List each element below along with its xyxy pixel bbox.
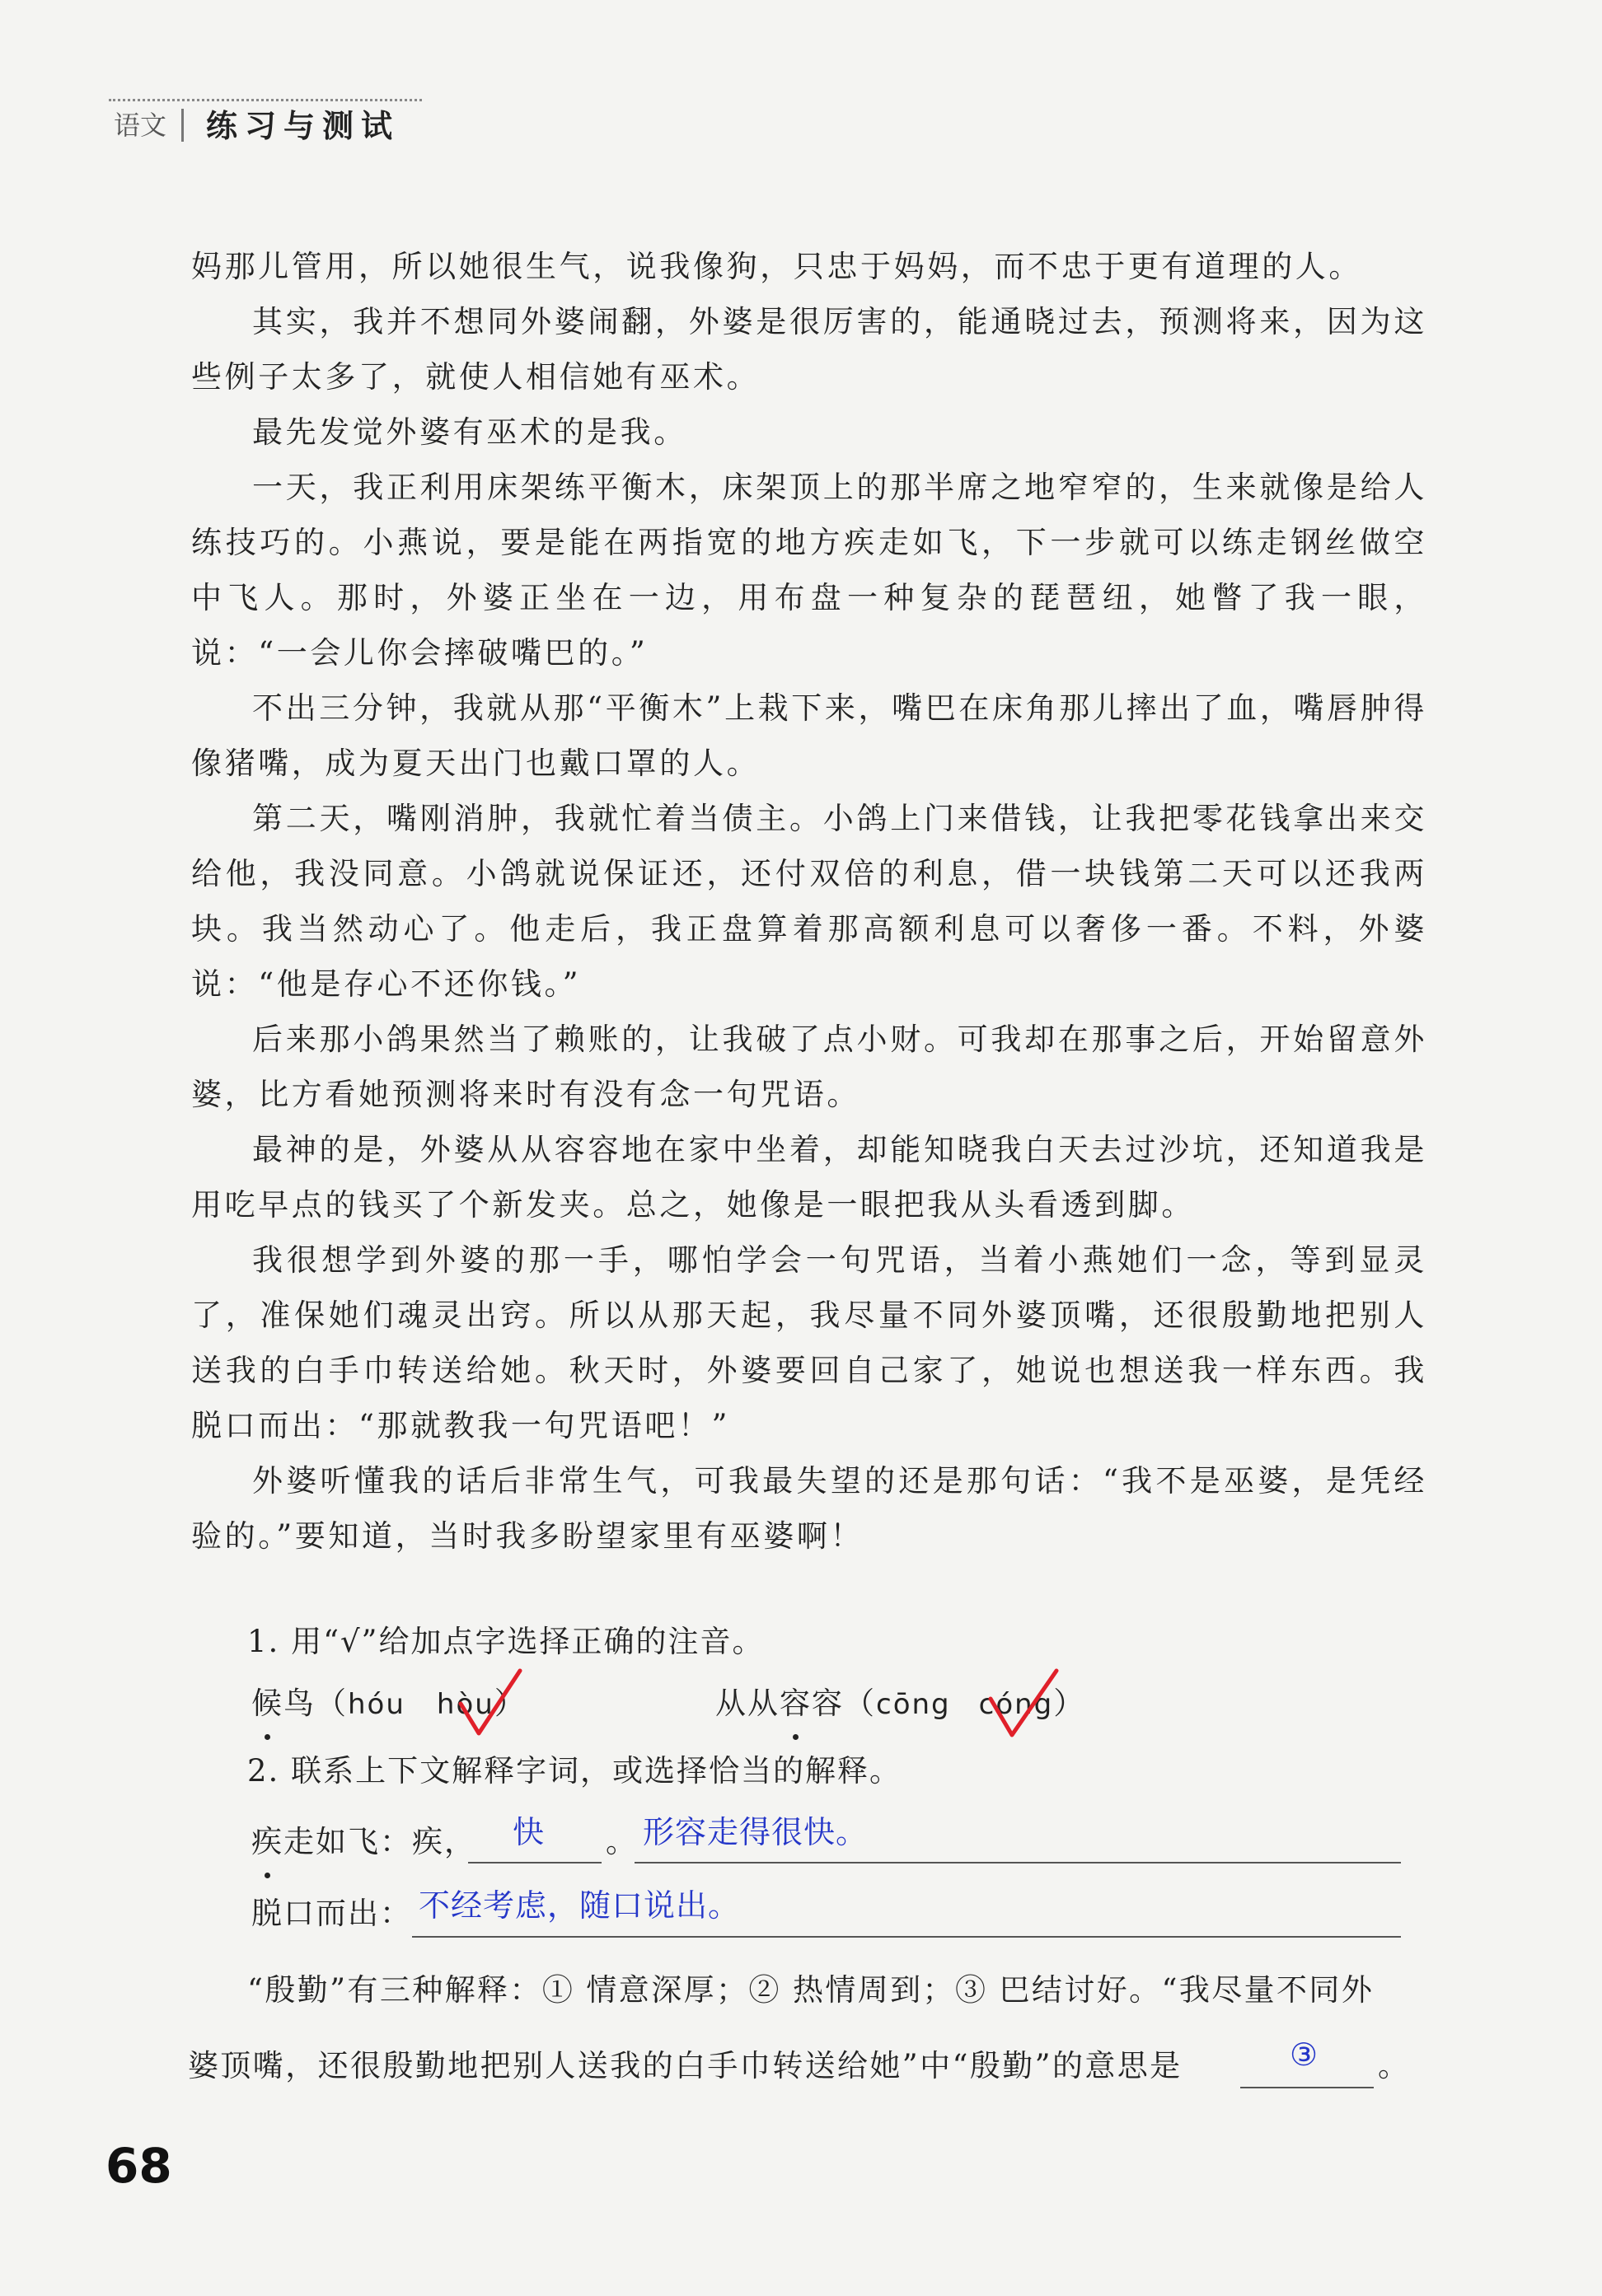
paragraph: 最神的是，外婆从从容容地在家中坐着，却能知晓我白天去过沙坑，还知道我是用吃早点的钱买了个新发夹。总之，她像是一眼把我从头看透到脚。 <box>191 1132 1427 1223</box>
question-2-prompt: 2. 联系上下文解释字词，或选择恰当的解释。 <box>247 1753 902 1789</box>
paragraph: 一天，我正利用床架练平衡木，床架顶上的那半席之地窄窄的，生来就像是给人练技巧的。小燕说，要是能在两指宽的地方疾走如飞，下一步就可以练走钢丝做空中飞人。那时，外婆正坐在一边，用布盘一种复杂的琵琶纽，她瞥了我一眼，说：“一会儿你会摔破嘴巴的。” <box>191 470 1427 671</box>
answer-line <box>635 1862 1401 1863</box>
check-mark-icon <box>987 1666 1060 1742</box>
pinyin-option-2[interactable]: cóng <box>978 1688 1054 1721</box>
paragraph: 后来那小鸽果然当了赖账的，让我破了点小财。可我却在那事之后，开始留意外婆，比方看她预测将来时有没有念一句咒语。 <box>191 1022 1427 1112</box>
word-rest: 鸟 <box>283 1686 316 1721</box>
dotted-char: 容 <box>780 1681 812 1727</box>
paren-open: （ <box>844 1686 876 1721</box>
handwritten-answer[interactable]: ③ <box>1290 2036 1319 2073</box>
question-2-item-1 <box>251 1819 476 1865</box>
word-rest: 容 <box>812 1686 844 1721</box>
word-before: 从从 <box>715 1686 780 1721</box>
paragraph: 其实，我并不想同外婆闹翻，外婆是很厉害的，能通晓过去，预测将来，因为这些例子太多了，就使人相信她有巫术。 <box>191 304 1427 395</box>
paren-close: ） <box>1053 1686 1086 1721</box>
question-2-item-3-line-1: “殷勤”有三种解释：① 情意深厚；② 热情周到；③ 巴结讨好。“我尽量不同外 <box>247 1972 1375 2008</box>
paragraph: 最先发觉外婆有巫术的是我。 <box>252 414 687 450</box>
paren-open: （ <box>316 1686 348 1721</box>
page-header <box>109 99 422 148</box>
pinyin-option-1[interactable]: hóu <box>348 1688 405 1721</box>
paren-close: ） <box>494 1686 527 1721</box>
handwritten-answer[interactable]: 快 <box>513 1814 546 1850</box>
pinyin-option-2[interactable]: hòu <box>436 1688 494 1721</box>
book-title: 练习与测试 <box>206 108 400 144</box>
answer-blank-line <box>1240 2087 1374 2088</box>
paragraph: 不出三分钟，我就从那“平衡木”上栽下来，嘴巴在床角那儿摔出了血，嘴唇肿得像猪嘴，成为夏天出门也戴口罩的人。 <box>191 690 1427 781</box>
punctuation: 。 <box>1378 2048 1410 2083</box>
paragraph: 我很想学到外婆的那一手，哪怕学会一句咒语，当着小燕她们一念，等到显灵了，准保她们魂灵出窍。所以从那天起，我尽量不同外婆顶嘴，还很殷勤地把别人送我的白手巾转送给她。秋天时，外婆要回自己家了，她说也想送我一样东西。我脱口而出：“那就教我一句咒语吧！” <box>191 1242 1427 1443</box>
dotted-char: 疾 <box>251 1819 283 1865</box>
page-number: 68 <box>105 2138 172 2194</box>
item-label: 走如飞：疾， <box>283 1824 476 1859</box>
answer-line <box>412 1936 1401 1938</box>
dotted-char: 候 <box>251 1681 283 1727</box>
subject-label: 语文 <box>114 109 184 142</box>
handwritten-answer[interactable]: 不经考虑，随口说出。 <box>419 1887 741 1924</box>
header-dotted-rule <box>109 99 422 101</box>
paragraph: 外婆听懂我的话后非常生气，可我最失望的还是那句话：“我不是巫婆，是凭经验的。”要知道，当时我多盼望家里有巫婆啊！ <box>191 1463 1427 1554</box>
question-1-prompt: 1. 用“√”给加点字选择正确的注音。 <box>247 1624 765 1659</box>
question-2-item-3-line-2: 婆顶嘴，还很殷勤地把别人送我的白手巾转送给她”中“殷勤”的意思是 <box>188 2048 1183 2083</box>
reading-passage <box>191 239 1427 1564</box>
answer-blank-line <box>468 1862 602 1863</box>
paragraph: 第二天，嘴刚消肿，我就忙着当债主。小鸽上门来借钱，让我把零花钱拿出来交给他，我没同意。小鸽就说保证还，还付双倍的利息，借一块钱第二天可以还我两块。我当然动心了。他走后，我正盘算着那高额利息可以奢侈一番。不料，外婆说：“他是存心不还你钱。” <box>191 801 1427 1002</box>
punctuation: 。 <box>606 1824 638 1859</box>
check-mark-icon <box>457 1666 523 1740</box>
question-2-item-2: 脱口而出： <box>251 1896 412 1931</box>
paragraph: 妈那儿管用，所以她很生气，说我像狗，只忠于妈妈，而不忠于更有道理的人。 <box>191 249 1362 284</box>
pinyin-option-1[interactable]: cōng <box>876 1688 951 1721</box>
handwritten-answer[interactable]: 形容走得很快。 <box>643 1814 869 1850</box>
